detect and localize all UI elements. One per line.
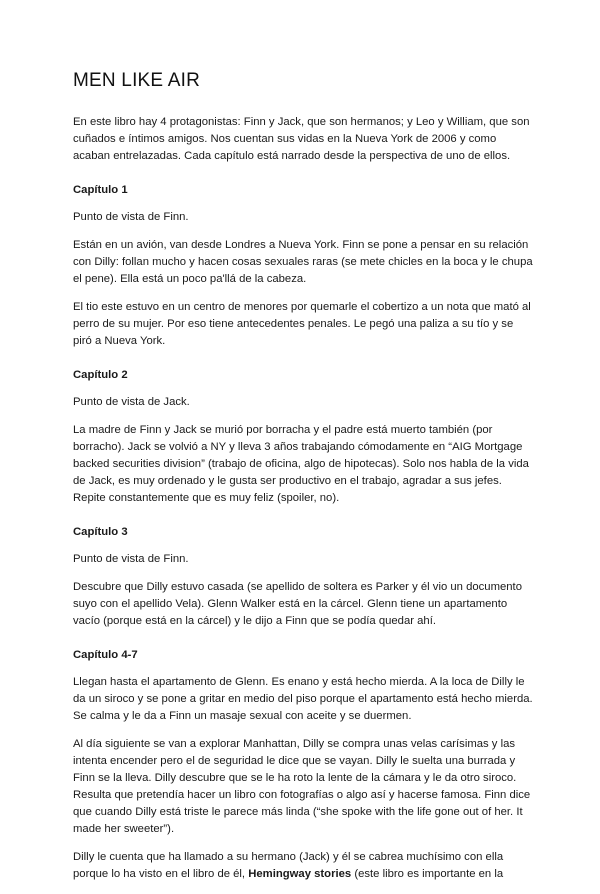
final-paragraph-text: Dilly le cuenta que ha llamado a su hermano (Jack) y él se cabrea muchísimo con ella porque lo ha visto en el libro de él,	[73, 851, 504, 880]
chapter-paragraph: Punto de vista de Finn.	[73, 211, 189, 223]
chapter-paragraph: La madre de Finn y Jack se murió por borracha y el padre está muerto también (por borracho). Jack se volvió a NY y lleva 3 años trabajando cómodamente en “AIG Mortgage backed securities division” (trabajo de oficina, algo de hipotecas). Solo nos habla de la vida de Jack, es muy ordenado y le gusta ser productivo en el trabajo, agradar a sus jefes. Repite constantemente que es muy feliz (spoiler, no).	[73, 424, 529, 504]
chapter-paragraph: El tio este estuvo en un centro de menores por quemarle el cobertizo a un nota que mató al perro de su mujer. Por eso tiene antecedentes penales. Le pegó una paliza a su tío y se piró a Nueva York.	[73, 301, 531, 347]
intro-paragraph: En este libro hay 4 protagonistas: Finn y Jack, que son hermanos; y Leo y William, que son cuñados e íntimos amigos. Nos cuentan sus vidas en la Nueva York de 2006 y como acaban entrelazadas. Cada capítulo está narrado desde la perspectiva de uno de ellos.	[73, 116, 530, 162]
chapter-paragraph: Al día siguiente se van a explorar Manhattan, Dilly se compra unas velas carísimas y las intenta encender pero el de seguridad le dice que se vayan. Dilly le suelta una burrada y Finn se la lleva. Dilly descubre que se le ha roto la lente de la cámara y le da otro siroco. Resulta que pretendía hacer un libro con fotografías o algo así y hacerse famosa. Finn dice que cuando Dilly está triste le parece más linda (“she spoke with the life gone out of her. It made her sweeter”).	[73, 738, 531, 835]
chapter-paragraph: Descubre que Dilly estuvo casada (se apellido de soltera es Parker y él vio un documento suyo con el apellido Vela). Glenn Walker está en la cárcel. Glenn tiene un apartamento vacío (porque está en la cárcel) y le dijo a Finn que se podía quedar ahí.	[73, 581, 522, 627]
document-title: MEN LIKE AIR	[73, 70, 200, 91]
chapter-paragraph: Llegan hasta el apartamento de Glenn. Es enano y está hecho mierda. A la loca de Dilly le da un siroco y se pone a gritar en medio del piso porque el apartamento está hecho mierda. Se calma y le da a Finn un masaje sexual con aceite y se duermen.	[73, 676, 533, 722]
book-title-emphasis: Hemingway stories	[248, 868, 352, 880]
chapter-heading: Capítulo 3	[73, 526, 128, 538]
chapter-paragraph: Punto de vista de Jack.	[73, 396, 190, 408]
final-paragraph-tail: (este libro es importante en la	[351, 868, 504, 880]
chapter-paragraph: Punto de vista de Finn.	[73, 553, 189, 565]
document-page	[73, 70, 533, 894]
chapter-paragraph: Están en un avión, van desde Londres a Nueva York. Finn se pone a pensar en su relación con Dilly: follan mucho y hacen cosas sexuales raras (se mete chicles en la boca y le chupa el pene). Ella está un poco pa'llá de la cabeza.	[73, 239, 533, 285]
final-paragraph	[73, 849, 533, 883]
chapter-heading: Capítulo 2	[73, 369, 128, 381]
chapter-heading: Capítulo 1	[73, 184, 128, 196]
chapter-heading: Capítulo 4-7	[73, 649, 138, 661]
